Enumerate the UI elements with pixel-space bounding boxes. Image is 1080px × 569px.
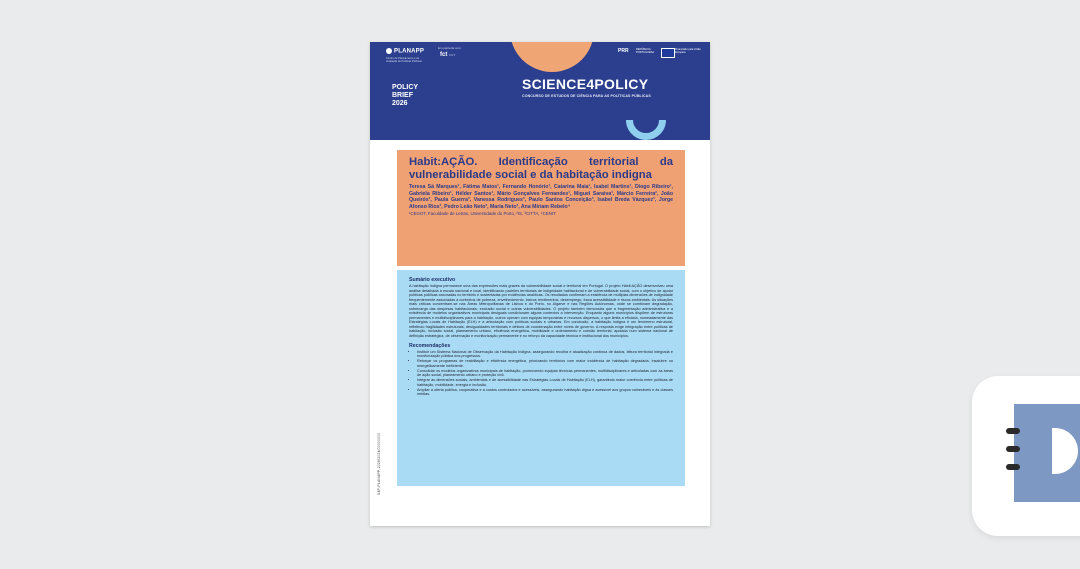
summary-heading: Sumário executivo — [409, 277, 456, 283]
list-item: • Reforçar os programas de reabilitação e eficiência energética, priorizando territórios com maior incidência de habitação degradada, insalubre ou energeticamente ineficiente. — [417, 359, 673, 368]
republic-logo: REPÚBLICA PORTUGUESA — [636, 48, 655, 54]
decorative-half-circle — [510, 42, 594, 72]
recommendations-list — [409, 350, 673, 397]
authors: Teresa Sá Marques¹, Fátima Matos¹, Fernando Honório¹, Catarina Maia¹, Isabel Martins¹, Diogo Ribeiro¹, Gabriela Ribeiro¹, Hélder Santos¹, Mário Gonçalves Fernandes¹, Miguel Saraiva¹, Márcio Ferreira², João Queirós³, Paula Guerra³, Vanessa Rodrigues³, Paulo Santos Conceição³, Isabel Breda Vázquez³, Jorge Afonso Rios³, Pedro Leão Neto³, Maria Neto³, Ana Miriam Rebelo⁴ — [409, 184, 673, 210]
binder-ring-icon — [1006, 428, 1020, 434]
list-item: • Integrar as dimensões sociais, ambientais e de acessibilidade nas Estratégias Locais de Habitação (ELH), garantindo maior coerência entre políticas de habitação, mobilidade, energia e inclusão. — [417, 378, 673, 387]
planapp-logo: PLANAPP — [386, 48, 424, 55]
list-item: • Ampliar a oferta pública, cooperativa e a custos controlados e acessíveis, assegurando habitação digna e acessível aos grupos vulneráveis e às classes médias. — [417, 388, 673, 397]
fct-logo: fct FCT — [440, 52, 456, 58]
binder-ring-icon — [1006, 446, 1020, 452]
eu-funding-label: Financiado pela União Europeia — [675, 48, 701, 54]
document-code: S4P-PLANAPP-2026/2024/00000000 — [377, 432, 381, 496]
eu-flag-icon — [661, 48, 675, 58]
planapp-subtitle: Centro de Planeamento e de Avaliação de Políticas Públicas — [386, 57, 422, 63]
brief-header — [370, 42, 710, 140]
partnership-label: Em parceria com — [438, 46, 461, 50]
policy-brief-page — [370, 42, 710, 526]
binder-ring-icon — [1006, 464, 1020, 470]
list-item: • Instituir um Sistema Nacional de Observação da Habitação Indigna, assegurando recolha e atualização contínua de dados, leitura territorial integrada e monitorização pública dos progressos. — [417, 350, 673, 359]
summary-block — [397, 270, 685, 486]
recommendations-heading: Recomendações — [409, 342, 451, 349]
summary-text: A habitação indigna permanece uma das expressões mais graves da vulnerabilidade social e territorial em Portugal. O projeto Habit:AÇÃO desenvolveu uma análise detalhada à escala nacional e local, identificando padrões territoriais de indignidade habitacional e de vulnerabilidade social, com o objetivo de apoiar políticas públicas ancoradas no território e sustentadas por evidências analíticas. Os resultados confirmam a existência de múltiplas dimensões de indignidade frequentemente associadas a contextos de pobreza, envelhecimento, baixos rendimentos, desemprego, fraca acessibilidade e riscos ambientais. As situações mais críticas concentram-se nas Áreas Metropolitanas de Lisboa e do Porto, no Algarve e nas Regiões Autónomas, onde se combinam degradação, sobrecarga das despesas habitacionais, exclusão social e outras vulnerabilidades. O projeto também demonstra que a fragmentação administrativa e a existência de modelos organizativos municipais desiguais condicionam alguns contextos a intervenção. Enquanto alguns municípios dispõem de estruturas permanentes e multidisciplinares para a habitação, outros operam com equipas temporárias e recursos dispersos, o que limita a eficácia, nomeadamente das Estratégias Locais de Habitação (ELH) e a articulação com políticas sociais e urbanas. Em conclusão, a habitação indigna é um fenómeno estrutural, refletindo fragilidades estruturais, desigualdades territoriais e défices de coordenação entre níveis de governo. A resposta exige integração entre políticas de habitação, inclusão social, planeamento urbano, eficiência energética, mobilidade e ordenamento e coesão territorial, apoiada num sistema nacional de definição estratégica, de observação e monitorização permanente e no reforço da capacidade técnica e institucional dos municípios. — [409, 284, 673, 339]
policy-brief-badge: POLICY BRIEF 2026 — [392, 84, 419, 107]
prr-logo: PRR — [618, 48, 629, 54]
series-title: SCIENCE4POLICY — [522, 76, 649, 92]
title-block — [397, 150, 685, 266]
affiliations: ¹CEGOT, Faculdade de Letras, Universidade do Porto, ²IS, ³CITTA, ⁴CENIT — [409, 211, 556, 217]
series-subtitle: CONCURSO DE ESTUDOS DE CIÊNCIA PARA AS POLÍTICAS PÚBLICAS — [522, 94, 651, 98]
list-item: • Consolidar os modelos organizativos municipais de habitação, promovendo equipas técnicas permanentes, multidisciplinares e articuladas com as áreas de ação social, planeamento urbano e proteção civil. — [417, 369, 673, 378]
brief-title: Habit:AÇÃO. Identificação territorial da vulnerabilidade social e da habitação indigna — [409, 156, 673, 181]
